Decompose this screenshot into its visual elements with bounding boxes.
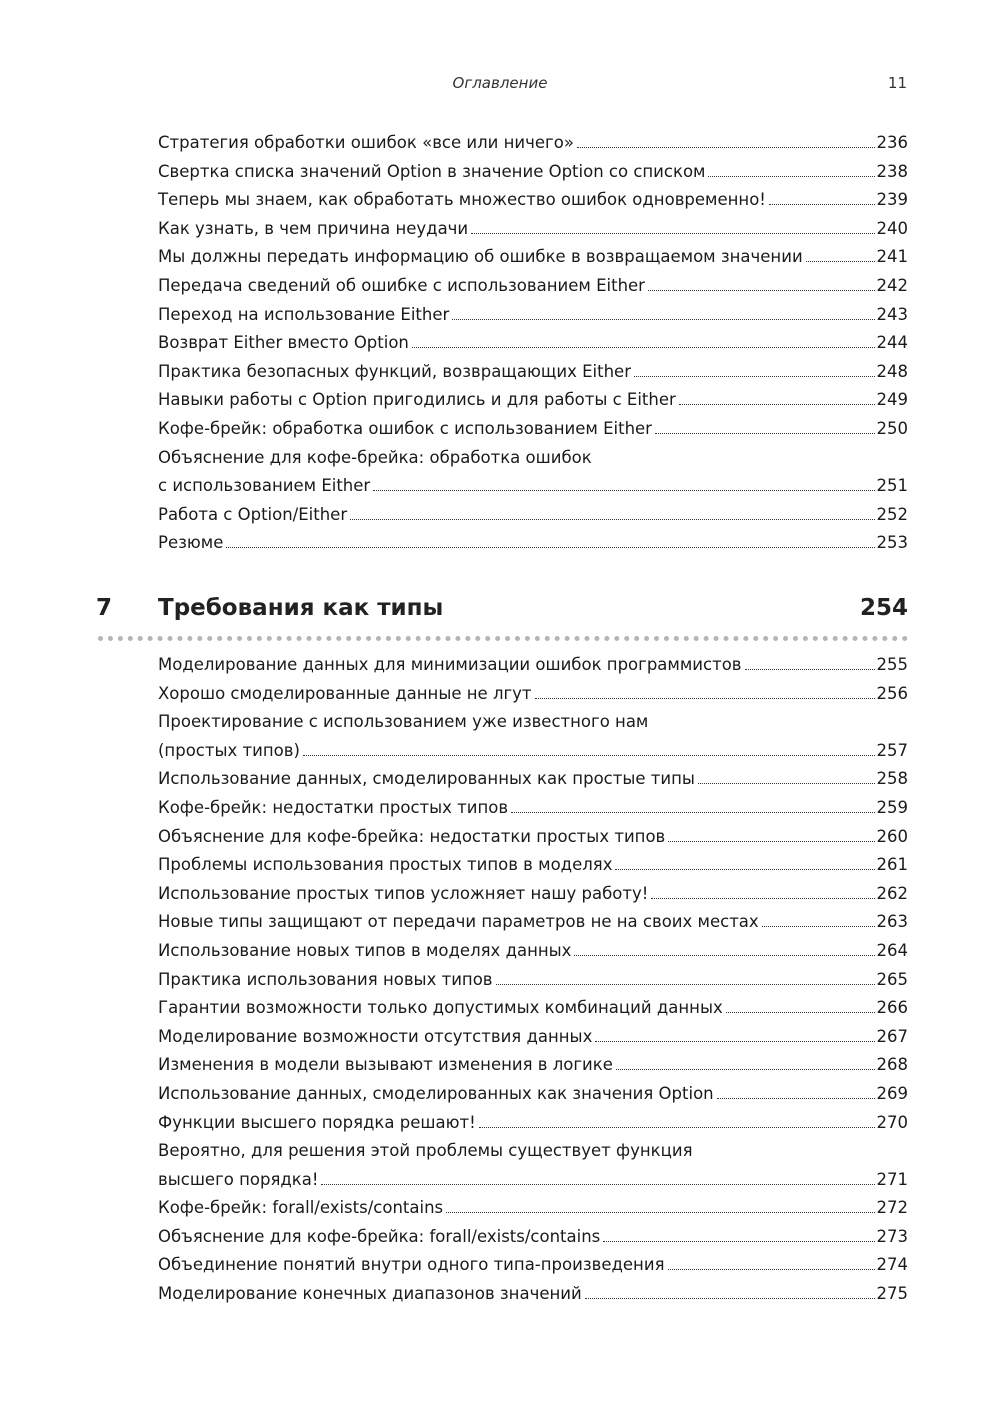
toc-entry-title: Стратегия обработки ошибок «все или ничего» [158, 133, 574, 152]
dot-leader [615, 869, 874, 870]
toc-entry-page: 236 [876, 133, 908, 152]
toc-entry-page: 271 [876, 1169, 908, 1189]
toc-entry [158, 329, 908, 358]
dot-leader [679, 404, 875, 405]
toc-entry [158, 851, 908, 880]
dot-leader [651, 898, 874, 899]
dot-leader [762, 926, 875, 927]
toc-entry-page: 273 [876, 1226, 908, 1246]
toc-entry [158, 1280, 908, 1309]
dot-leader [479, 1127, 875, 1128]
toc-entry-title: Использование данных, смоделированных как простые типы [158, 769, 695, 789]
dot-leader [806, 261, 875, 262]
toc-entry [158, 937, 908, 966]
toc-entry [158, 823, 908, 852]
toc-entry [158, 386, 908, 415]
toc-entry-title: Навыки работы с Option пригодились и для работы с Either [158, 390, 676, 410]
toc-entry-page: 272 [876, 1198, 908, 1218]
running-header-title: Оглавление [452, 74, 548, 92]
toc-entry-title: Кофе-брейк: недостатки простых типов [158, 797, 509, 817]
toc-entry-title: Новые типы защищают от передачи параметров не на своих местах [158, 912, 759, 932]
toc-entry-page: 275 [876, 1284, 908, 1304]
dot-leader [373, 490, 874, 491]
toc-entry [158, 1251, 908, 1280]
dot-leader [726, 1012, 875, 1013]
toc-entry-page: 256 [876, 683, 908, 703]
toc-entry [158, 1137, 908, 1194]
toc-entry-title-line1: Объяснение для кофе-брейка: обработка ошибок [158, 447, 592, 467]
dot-leader [535, 698, 875, 699]
toc-entry [158, 1080, 908, 1109]
toc-entry-page: 274 [876, 1255, 908, 1275]
toc-entry-title-line1: Вероятно, для решения этой проблемы существует функция [158, 1141, 693, 1161]
toc-entry-page: 257 [876, 740, 908, 760]
dot-leader [769, 204, 875, 205]
toc-entry-page: 239 [876, 190, 908, 210]
toc-entry-page: 240 [876, 218, 908, 238]
toc-entry [158, 708, 908, 765]
dot-leader [668, 1269, 875, 1270]
toc-entry-title: (простых типов) [158, 740, 300, 760]
dot-leader [226, 547, 874, 548]
dot-leader [574, 955, 874, 956]
toc-entry-page: 260 [876, 826, 908, 846]
dot-leader [496, 984, 875, 985]
dot-leader [616, 1069, 875, 1070]
toc-entry-title: Как узнать, в чем причина неудачи [158, 218, 469, 238]
toc-entry [158, 272, 908, 301]
toc-entry [158, 880, 908, 909]
chapter-number: 7 [96, 595, 113, 621]
toc-entry-title: Свертка списка значений Option в значение Option со списком [158, 161, 706, 181]
toc-entry-page: 253 [876, 533, 908, 553]
toc-entry [158, 794, 908, 823]
dot-leader [350, 519, 874, 520]
dot-leader [708, 176, 874, 177]
toc-entry [158, 215, 908, 244]
dot-leader [745, 669, 875, 670]
dot-leader [655, 433, 875, 434]
dot-leader [603, 1241, 874, 1242]
toc-entry-title: Практика использования новых типов [158, 969, 493, 989]
toc-entry [158, 1194, 908, 1223]
toc-entry-page: 266 [876, 998, 908, 1018]
dot-leader [511, 812, 874, 813]
toc-entry [158, 415, 908, 444]
toc-entry-title: Переход на использование Either [158, 304, 450, 324]
toc-entry-page: 248 [876, 361, 908, 381]
toc-entry-title: Моделирование конечных диапазонов значений [158, 1284, 582, 1304]
toc-entry-page: 262 [876, 883, 908, 903]
toc-entry [158, 908, 908, 937]
toc-entry [158, 129, 908, 158]
dot-leader [717, 1098, 875, 1099]
dot-leader [452, 319, 874, 320]
toc-entry-title: Практика безопасных функций, возвращающих Either [158, 361, 631, 381]
chapter-page: 254 [859, 595, 908, 621]
toc-entry-title-line1: Проектирование с использованием уже известного нам [158, 712, 649, 732]
toc-entry-title: Объяснение для кофе-брейка: forall/exists/contains [158, 1226, 601, 1246]
dot-leader [412, 347, 875, 348]
toc-entry [158, 1051, 908, 1080]
toc-entry-title: высшего порядка! [158, 1169, 319, 1189]
toc-entry-title: Передача сведений об ошибке с использованием Either [158, 275, 645, 295]
dot-leader [648, 290, 875, 291]
toc-entry-page: 259 [876, 797, 908, 817]
toc-entry-title: Мы должны передать информацию об ошибке в возвращаемом значении [158, 247, 803, 267]
toc-entry [158, 680, 908, 709]
toc-entry-page: 250 [876, 418, 908, 438]
toc-entry-title: Кофе-брейк: обработка ошибок с использованием Either [158, 418, 652, 438]
toc-entry [158, 243, 908, 272]
toc-entry-title: Использование данных, смоделированных как значения Option [158, 1083, 714, 1103]
toc-entry-title: Моделирование возможности отсутствия данных [158, 1026, 593, 1046]
toc-entry-page: 252 [876, 504, 908, 524]
dot-leader [471, 233, 874, 234]
running-header [0, 74, 1000, 98]
page-number: 11 [887, 74, 907, 92]
toc-list-before-chapter [158, 129, 908, 558]
toc-entry-title: Моделирование данных для минимизации ошибок программистов [158, 655, 742, 674]
toc-entry-page: 261 [876, 855, 908, 875]
toc-entry-page: 270 [876, 1112, 908, 1132]
toc-entry-title: Возврат Either вместо Option [158, 333, 409, 353]
toc-entry-page: 249 [876, 390, 908, 410]
toc-entry-page: 265 [876, 969, 908, 989]
toc-entry-title: Функции высшего порядка решают! [158, 1112, 476, 1132]
toc-entry-title: Использование простых типов усложняет нашу работу! [158, 883, 649, 903]
toc-entry [158, 1023, 908, 1052]
toc-entry-title: Объяснение для кофе-брейка: недостатки простых типов [158, 826, 666, 846]
toc-entry-title: Изменения в модели вызывают изменения в логике [158, 1055, 613, 1075]
dot-leader [585, 1298, 875, 1299]
toc-entry-title: Работа с Option/Either [158, 504, 348, 524]
toc-entry-page: 241 [876, 247, 908, 267]
toc-entry-title: Проблемы использования простых типов в моделях [158, 855, 613, 875]
toc-entry-title: Кофе-брейк: forall/exists/contains [158, 1198, 444, 1218]
toc-entry-page: 242 [876, 275, 908, 295]
toc-entry-page: 255 [876, 655, 908, 674]
toc-entry-page: 269 [876, 1083, 908, 1103]
toc-list-chapter-7 [158, 651, 908, 1309]
toc-entry-page: 268 [876, 1055, 908, 1075]
toc-entry [158, 1223, 908, 1252]
toc-entry [158, 765, 908, 794]
toc-entry-page: 258 [876, 769, 908, 789]
toc-entry [158, 158, 908, 187]
toc-entry-title: Использование новых типов в моделях данных [158, 940, 572, 960]
toc-entry-title: Хорошо смоделированные данные не лгут [158, 683, 532, 703]
dot-leader [595, 1041, 874, 1042]
toc-entry [158, 501, 908, 530]
toc-entry [158, 651, 908, 680]
toc-entry [158, 994, 908, 1023]
chapter-heading [96, 595, 908, 631]
dot-leader [303, 755, 875, 756]
chapter-dotted-rule [98, 636, 908, 641]
toc-entry [158, 358, 908, 387]
chapter-title: Требования как типы [158, 595, 444, 621]
toc-entry [158, 529, 908, 558]
dot-leader [446, 1212, 874, 1213]
toc-entry [158, 1109, 908, 1138]
toc-entry-title: с использованием Either [158, 476, 371, 496]
toc-entry-page: 238 [876, 161, 908, 181]
dot-leader [577, 147, 875, 148]
toc-entry-page: 251 [876, 476, 908, 496]
toc-entry-title: Теперь мы знаем, как обработать множество ошибок одновременно! [158, 190, 766, 210]
toc-entry-title: Резюме [158, 533, 224, 553]
dot-leader [668, 841, 874, 842]
toc-entry-page: 263 [876, 912, 908, 932]
toc-entry [158, 301, 908, 330]
toc-entry [158, 186, 908, 215]
toc-entry-page: 243 [876, 304, 908, 324]
toc-entry-page: 264 [876, 940, 908, 960]
toc-entry-title: Объединение понятий внутри одного типа-произведения [158, 1255, 665, 1275]
toc-entry-page: 267 [876, 1026, 908, 1046]
dot-leader [321, 1184, 874, 1185]
toc-entry [158, 444, 908, 501]
dot-leader [698, 783, 875, 784]
toc-entry-title: Гарантии возможности только допустимых комбинаций данных [158, 998, 723, 1018]
toc-entry-page: 244 [876, 333, 908, 353]
dot-leader [634, 376, 875, 377]
toc-entry [158, 966, 908, 995]
